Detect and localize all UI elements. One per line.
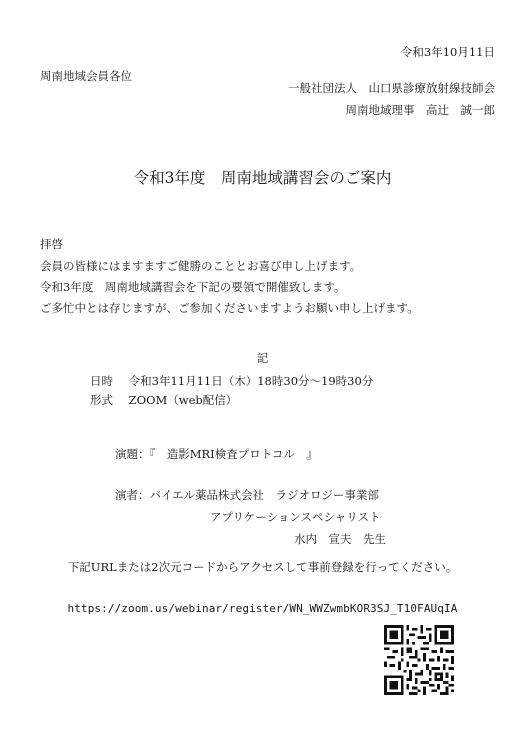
- body-line: ご多忙中とは存じますが、ご参加くださいますようお願い申し上げます。: [40, 301, 419, 315]
- registration-url[interactable]: https://zoom.us/webinar/register/WN_WWZwmbKOR3SJ_T10FAUqIA: [67, 602, 458, 615]
- document-date: 令和3年10月11日: [400, 45, 495, 59]
- format-value: ZOOM（web配信）: [128, 393, 238, 407]
- sender-organization: 一般社団法人 山口県診療放射線技師会: [288, 81, 495, 95]
- document-title: 令和3年度 周南地域講習会のご案内: [133, 169, 392, 187]
- body-line: 令和3年度 周南地域講習会を下記の要領で開催致します。: [40, 280, 346, 294]
- speaker-affiliation: 演者：バイエル薬品株式会社 ラジオロジー事業部: [115, 488, 380, 502]
- body-text: [40, 256, 419, 319]
- registration-notice: 下記URLまたは2次元コードからアクセスして事前登録を行ってください。: [67, 560, 458, 574]
- qr-code-icon[interactable]: [384, 625, 454, 695]
- datetime-row: [90, 372, 373, 391]
- datetime-label: 日時: [90, 374, 113, 388]
- recipient: 周南地域会員各位: [40, 69, 132, 83]
- speaker-position: アプリケーションスペシャリスト: [210, 510, 381, 524]
- datetime-value: 令和3年11月11日（木）18時30分～19時30分: [128, 374, 374, 388]
- format-label: 形式: [90, 393, 113, 407]
- event-details: [90, 372, 373, 410]
- speaker-name: 水内 宣夫 先生: [294, 532, 386, 546]
- sender-name: 周南地域理事 高辻 誠一郎: [345, 103, 495, 117]
- format-row: [90, 391, 373, 410]
- greeting: 拝啓: [40, 237, 63, 251]
- ki-heading: 記: [256, 351, 269, 365]
- speaker-block: [115, 484, 386, 550]
- lecture-topic: 演題：『 造影MRI検査プロトコル 』: [115, 447, 318, 461]
- body-line: 会員の皆様にはますますご健勝のこととお喜び申し上げます。: [40, 259, 362, 273]
